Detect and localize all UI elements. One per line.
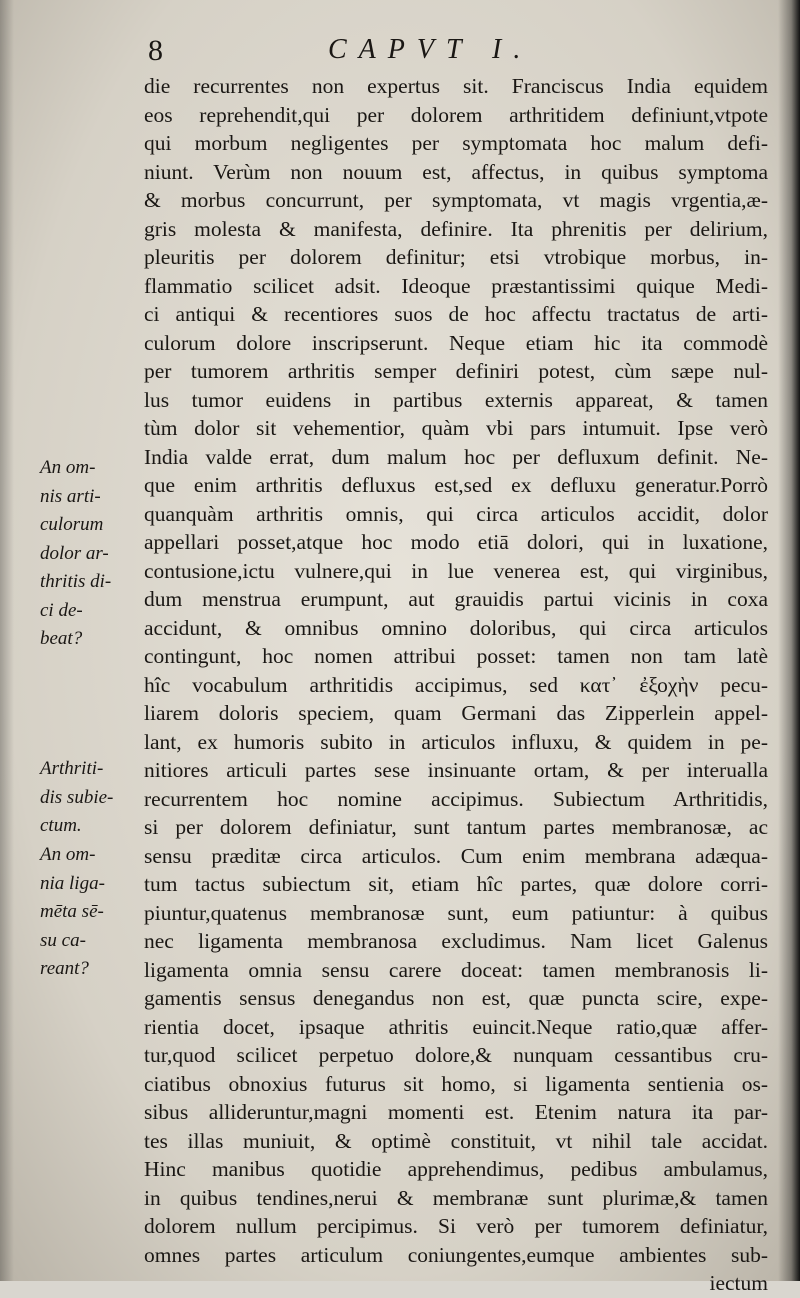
text-line: ci antiqui & recentiores suos de hoc affectu tractatus de arti- [144, 302, 768, 326]
margin-note-line: nia liga- [40, 872, 105, 894]
text-line: dum menstrua erumpunt, aut grauidis partui vicinis in coxa [144, 587, 768, 611]
text-line: & morbus concurrunt, per symptomata, vt magis vrgentia,æ- [144, 188, 768, 212]
text-line: dolorem nullum percipimus. Si verò per tumorem definiatur, [144, 1214, 768, 1238]
text-line: tes illas muniuit, & optimè constituit, vt nihil tale accidat. [144, 1128, 768, 1153]
text-line: lus tumor euidens in partibus externis appareat, & tamen [144, 387, 768, 412]
text-line: rientia docet, ipsaque athritis euincit.Neque ratio,quæ affer- [144, 1014, 768, 1039]
margin-note-line: reant? [40, 958, 89, 979]
text-line: recurrentem hoc nomine accipimus. Subiectum Arthritidis, [144, 786, 768, 811]
text-line: nitiores articuli partes sese insinuante ortam, & per interualla [144, 758, 768, 782]
text-line: omnes partes articulum coniungentes,eumque ambientes sub- [144, 1242, 768, 1267]
text-line: culorum dolore inscripserunt. Neque etiam hic ita commodè [144, 330, 768, 355]
margin-note-line: thritis di- [40, 571, 112, 592]
margin-note-line: ci de- [40, 599, 83, 621]
text-line: eos reprehendit,qui per dolorem arthritidem definiunt,vtpote [144, 102, 768, 127]
margin-note-ligamenta [40, 841, 140, 984]
margin-note-line: nis arti- [40, 485, 101, 507]
margin-note-line: mēta sē- [40, 901, 104, 922]
text-line: que enim arthritis defluxus est,sed ex defluxu generatur.Porrò [144, 473, 768, 497]
margin-note-line: ctum. [40, 815, 82, 836]
text-line: quanquàm arthritis omnis, qui circa articulos accidit, dolor [144, 501, 768, 526]
margin-note-articulorum [40, 454, 140, 654]
text-line: sibus allideruntur,magni momenti est. Etenim natura ita par- [144, 1100, 768, 1124]
text-line: qui morbum negligentes per symptomata hoc malum defi- [144, 131, 768, 155]
catchword: iectum [709, 1271, 768, 1295]
text-line: piuntur,quatenus membranosæ sunt, eum patiuntur: à quibus [144, 900, 768, 925]
margin-note-line: An om- [40, 844, 96, 865]
text-line: hîc vocabulum arthritidis accipimus, sed κατ᾽ ἐξοχὴν pecu- [144, 672, 768, 697]
page-header [140, 32, 770, 72]
main-text-block [144, 72, 768, 1298]
text-line: niunt. Verùm non nouum est, affectus, in quibus symptoma [144, 159, 768, 184]
text-line: accidunt, & omnibus omnino doloribus, qui circa articulos [144, 615, 768, 640]
margin-note-line: dolor ar- [40, 542, 109, 564]
text-line: per tumorem arthritis semper definiri potest, cùm sæpe nul- [144, 359, 768, 383]
page-gutter-shadow [0, 0, 14, 1281]
text-line: ciatibus obnoxius futurus sit homo, si ligamenta sentienia os- [144, 1071, 768, 1096]
margin-note-line: An om- [40, 457, 96, 478]
text-line: tum tactus subiectum sit, etiam hîc partes, quæ dolore corri- [144, 872, 768, 896]
margin-note-line: su ca- [40, 929, 86, 951]
text-line: Hinc manibus quotidie apprehendimus, pedibus ambulamus, [144, 1157, 768, 1181]
text-line: nec ligamenta membranosa excludimus. Nam licet Galenus [144, 929, 768, 953]
text-line: India valde errat, dum malum hoc per defluxum definit. Ne- [144, 444, 768, 469]
text-line: lant, ex humoris subito in articulos influxu, & quidem in pe- [144, 729, 768, 754]
text-line: contusione,ictu vulnere,qui in lue venerea est, qui virginibus, [144, 558, 768, 583]
text-line: tur,quod scilicet perpetuo dolore,& nunquam cessantibus cru- [144, 1043, 768, 1067]
margin-note-line: dis subie- [40, 786, 114, 808]
text-line: gamentis sensus denegandus non est, quæ puncta scire, expe- [144, 986, 768, 1010]
margin-note-line: Arthriti- [40, 758, 104, 779]
text-line: tùm dolor sit vehementior, quàm vbi pars intumuit. Ipse verò [144, 416, 768, 440]
text-line: liarem doloris speciem, quam Germani das Zipperlein appel- [144, 701, 768, 725]
text-line: appellari posset,atque hoc modo etiā dolori, qui in luxatione, [144, 530, 768, 554]
page-edge-shadow [778, 0, 800, 1281]
margin-note-subiectum [40, 755, 140, 841]
text-line: si per dolorem definiatur, sunt tantum partes membranosæ, ac [144, 815, 768, 839]
text-line: pleuritis per dolorem definitur; etsi vtrobique morbus, in- [144, 245, 768, 269]
page-number: 8 [148, 34, 163, 67]
text-line: sensu præditæ circa articulos. Cum enim membrana adæqua- [144, 843, 768, 868]
text-line: die recurrentes non expertus sit. Franciscus India equidem [144, 74, 768, 98]
text-line: ligamenta omnia sensu carere doceat: tamen membranosis li- [144, 957, 768, 982]
margin-note-line: beat? [40, 628, 83, 649]
running-title: CAPVT I. [328, 34, 533, 65]
text-line: gris molesta & manifesta, definire. Ita phrenitis per delirium, [144, 216, 768, 241]
text-line: contingunt, hoc nomen attribui posset: tamen non tam latè [144, 644, 768, 668]
margin-note-line: culorum [40, 514, 104, 535]
text-line: flammatio scilicet adsit. Ideoque præstantissimi quique Medi- [144, 273, 768, 298]
text-line: in quibus tendines,nerui & membranæ sunt plurimæ,& tamen [144, 1185, 768, 1210]
